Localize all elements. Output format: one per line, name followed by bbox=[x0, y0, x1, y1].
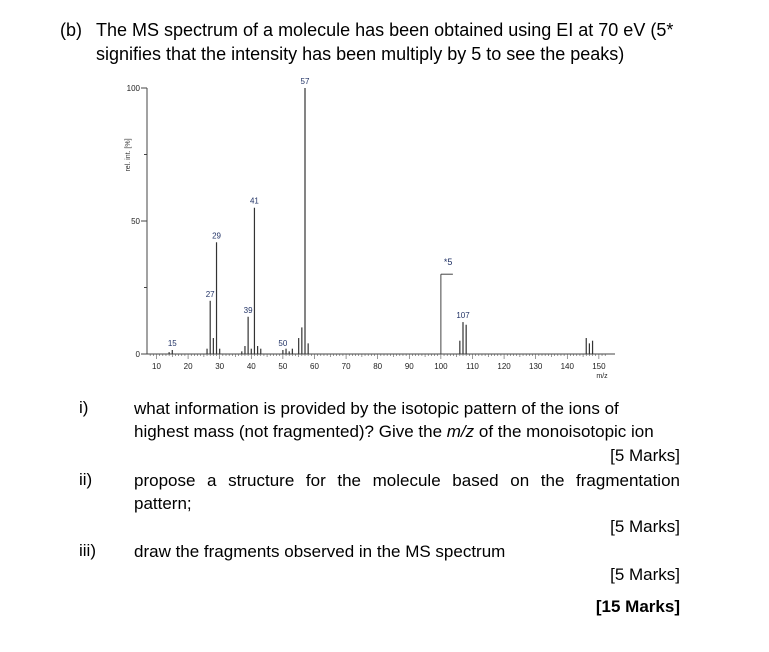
sub-question-1-text bbox=[134, 397, 680, 443]
sub-question-3-number: iii) bbox=[79, 541, 96, 560]
sub-question-1-line-1: what information is provided by the isotopic pattern of the ions of bbox=[134, 399, 619, 418]
total-marks: [15 Marks] bbox=[595, 597, 680, 616]
scale-annotation-label: *5 bbox=[443, 257, 453, 268]
chart-labels bbox=[168, 77, 470, 354]
question-text-line-2: signifies that the intensity has been multiply by 5 to see the peaks) bbox=[96, 44, 625, 64]
question-label: (b) bbox=[60, 20, 82, 40]
peak-label-39: 39 bbox=[243, 305, 253, 315]
x-tick-label: 40 bbox=[246, 362, 256, 371]
x-tick-label: 30 bbox=[215, 362, 225, 371]
x-tick-label: 140 bbox=[560, 362, 574, 371]
x-tick-label: 20 bbox=[183, 362, 193, 371]
y-tick-label: 0 bbox=[135, 350, 140, 359]
peak-label-107: 107 bbox=[456, 311, 470, 321]
question-text-line-1: The MS spectrum of a molecule has been obtained using EI at 70 eV (5* bbox=[96, 20, 674, 40]
y-tick-label: 50 bbox=[131, 217, 140, 226]
x-tick-label: 110 bbox=[466, 362, 479, 371]
x-tick-label: 130 bbox=[529, 362, 543, 371]
x-tick-label: 60 bbox=[310, 362, 319, 371]
peak-label-50: 50 bbox=[278, 339, 288, 349]
peak-label-41: 41 bbox=[249, 196, 259, 206]
sub-question-1-line-2 bbox=[134, 420, 680, 443]
sub-question-2-number: ii) bbox=[79, 470, 93, 489]
sub-question-1-mz-italic: m/z bbox=[446, 422, 475, 441]
sub-question-2-marks: [5 Marks] bbox=[610, 517, 680, 536]
x-tick-label: 150 bbox=[592, 362, 606, 371]
x-tick-label: 10 bbox=[152, 362, 161, 371]
sub-question-2-text: propose a structure for the molecule based on the fragmentation pattern; bbox=[134, 471, 680, 513]
x-tick-label: 80 bbox=[373, 362, 383, 371]
chart-peaks bbox=[169, 88, 592, 354]
peak-label-15: 15 bbox=[167, 339, 177, 349]
x-tick-label: 100 bbox=[434, 362, 448, 371]
sub-question-3-text: draw the fragments observed in the MS spectrum bbox=[134, 542, 506, 561]
peak-label-29: 29 bbox=[212, 231, 221, 241]
sub-question-1-marks: [5 Marks] bbox=[610, 446, 680, 465]
peak-label-57: 57 bbox=[300, 77, 310, 86]
chart-axes bbox=[125, 84, 615, 380]
x-tick-label: 90 bbox=[404, 362, 414, 371]
x-axis-label: m/z bbox=[596, 373, 608, 380]
x-tick-label: 120 bbox=[497, 362, 511, 371]
sub-question-1-number: i) bbox=[79, 398, 89, 417]
y-tick-label: 100 bbox=[126, 84, 140, 93]
sub-question-3-marks: [5 Marks] bbox=[610, 565, 680, 584]
x-tick-label: 50 bbox=[278, 362, 288, 371]
sub-question-1-line-2-prefix: highest mass (not fragmented)? Give the bbox=[134, 422, 447, 441]
peak-label-27: 27 bbox=[205, 289, 215, 299]
y-axis-label: rel. int. [%] bbox=[125, 138, 132, 172]
sub-question-1-line-2-suffix: of the monoisotopic ion bbox=[474, 422, 654, 441]
x-tick-label: 70 bbox=[341, 362, 351, 371]
